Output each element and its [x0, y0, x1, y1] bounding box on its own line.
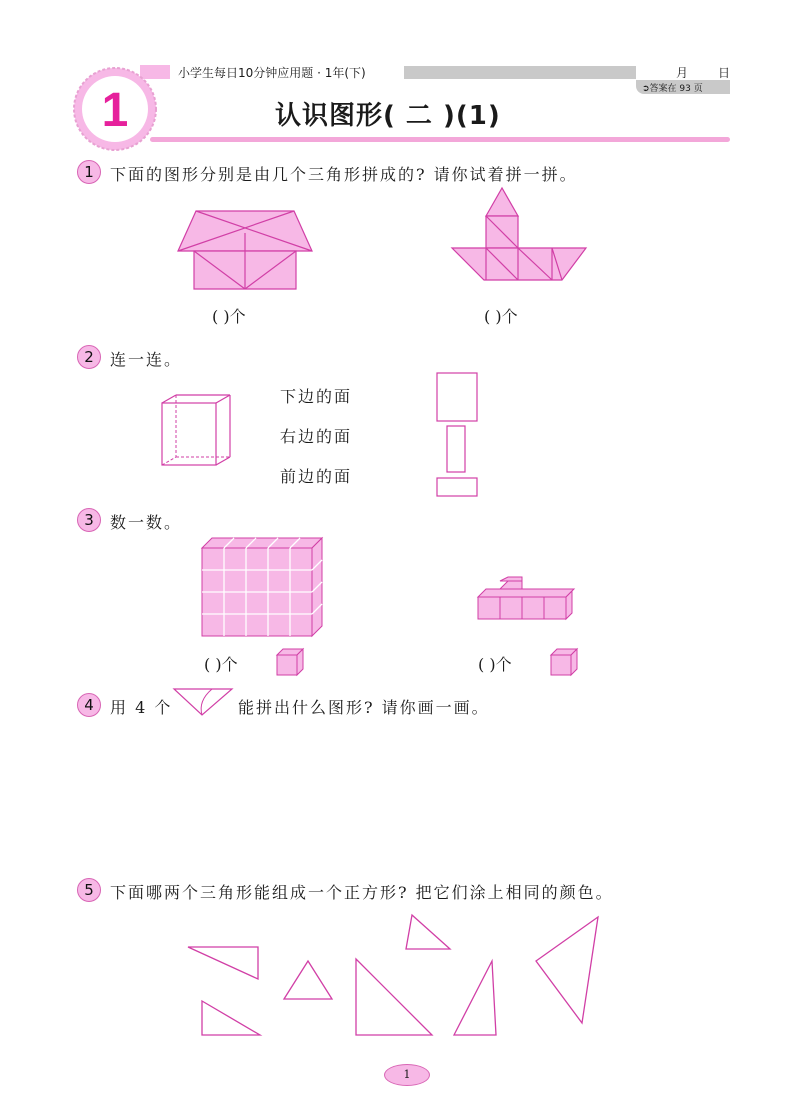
- face-shapes: [436, 372, 478, 498]
- cube-block-small: [478, 577, 572, 621]
- triangle-a: [188, 947, 258, 979]
- house-triangle-figure: [178, 209, 312, 291]
- question-1-text: 下面的图形分别是由几个三角形拼成的? 请你试着拼一拼。: [110, 165, 578, 184]
- question-2-text: 连一连。: [110, 350, 183, 369]
- day-label: 日: [718, 66, 731, 80]
- question-2-number: 2: [77, 345, 101, 369]
- question-5-text: 下面哪两个三角形能组成一个正方形? 把它们涂上相同的颜色。: [110, 883, 614, 902]
- face-label-right: 右边的面: [280, 427, 353, 446]
- page-title: 认识图形( 二 )(1): [275, 101, 501, 131]
- question-3-text: 数一数。: [110, 513, 183, 532]
- triangle-d: [406, 915, 450, 949]
- face-shape-flat: [437, 478, 477, 496]
- face-label-front: 前边的面: [280, 467, 353, 486]
- unit-cube-icon: [276, 648, 304, 676]
- triangles-to-color: [180, 905, 610, 1045]
- lesson-badge: [72, 66, 158, 152]
- cube-block-large: [202, 538, 324, 638]
- unit-cube-icon: [550, 648, 578, 676]
- title-underline: [150, 137, 730, 142]
- triangle-tile-icon: [172, 687, 234, 717]
- triangle-b: [202, 1001, 260, 1035]
- page-number: 1: [384, 1064, 430, 1086]
- boat-triangle-figure: [452, 188, 586, 280]
- question-4-text-before: 用 4 个: [110, 698, 173, 717]
- header-gray-bar: [404, 66, 636, 79]
- month-label: 月: [676, 66, 689, 80]
- question-3-blank-b[interactable]: ( )个: [478, 655, 512, 674]
- question-4-number: 4: [77, 693, 101, 717]
- answer-reference: ➲答案在 93 页: [642, 84, 703, 94]
- question-1-blank-b[interactable]: ( )个: [484, 307, 518, 326]
- face-shape-tall: [447, 426, 465, 472]
- face-label-bottom: 下边的面: [280, 387, 353, 406]
- lesson-number: 1: [101, 84, 129, 137]
- question-1-blank-a[interactable]: ( )个: [212, 307, 246, 326]
- question-1-number: 1: [77, 160, 101, 184]
- question-5-number: 5: [77, 878, 101, 902]
- series-title: 小学生每日10分钟应用题 · 1年(下): [178, 66, 366, 80]
- triangle-g: [536, 917, 598, 1023]
- cuboid-figure: [160, 393, 232, 467]
- triangle-e: [356, 959, 432, 1035]
- question-3-number: 3: [77, 508, 101, 532]
- question-3-blank-a[interactable]: ( )个: [204, 655, 238, 674]
- face-shape-square: [437, 373, 477, 421]
- question-4-text-after: 能拼出什么图形? 请你画一画。: [238, 698, 490, 717]
- triangle-f: [454, 961, 496, 1035]
- triangle-c: [284, 961, 332, 999]
